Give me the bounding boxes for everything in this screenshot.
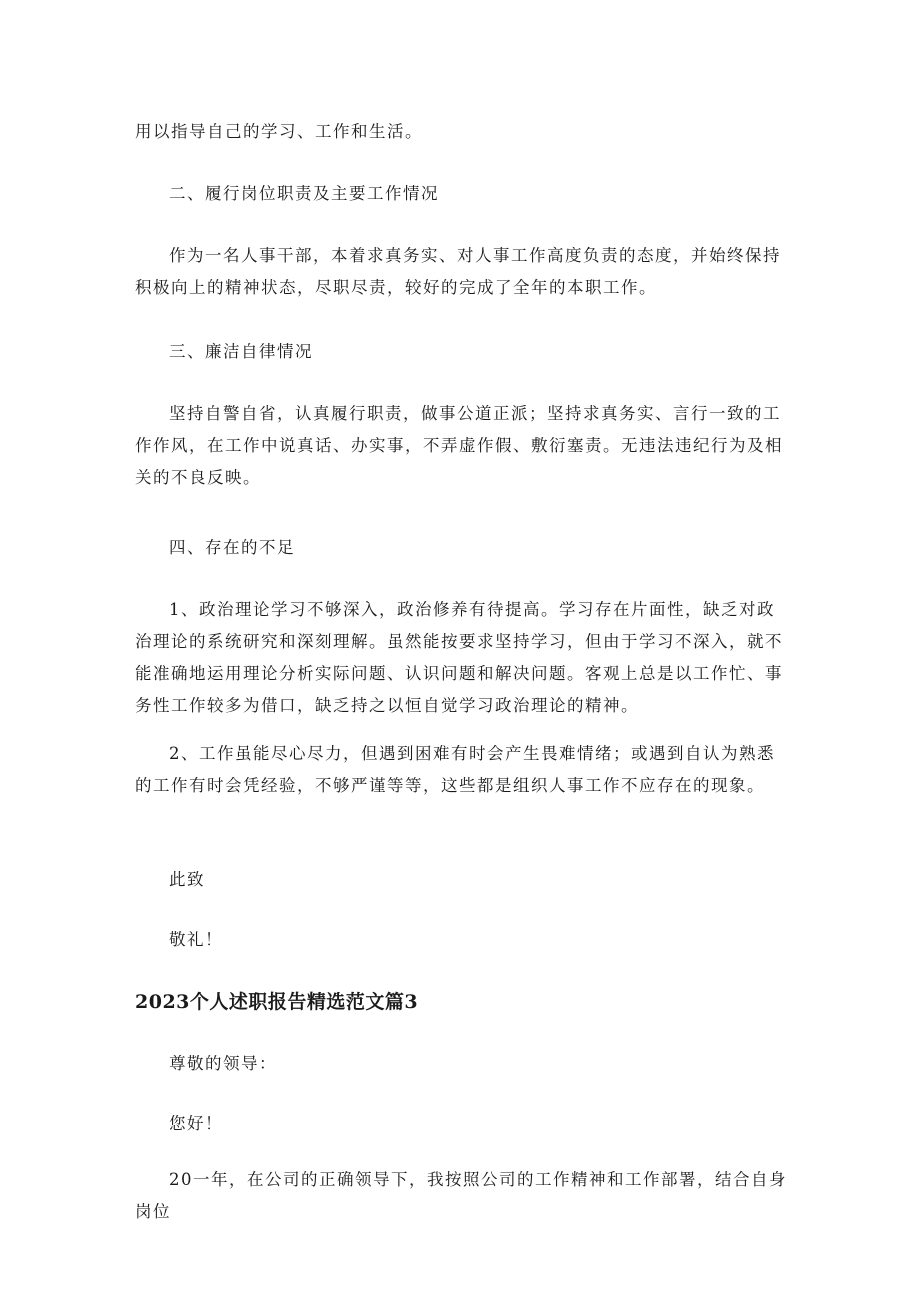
paragraph-duties: 作为一名人事干部，本着求真务实、对人事工作高度负责的态度，并始终保持积极向上的精神状态，尽职尽责，较好的完成了全年的本职工作。 bbox=[135, 246, 781, 297]
greeting-hello: 您好！ bbox=[169, 1114, 223, 1133]
paragraph-opening: 20一年，在公司的正确领导下，我按照公司的工作精神和工作部署，结合自身岗位 bbox=[135, 1170, 787, 1221]
closing-salutation: 此致 bbox=[169, 870, 205, 889]
section-heading-integrity: 三、廉洁自律情况 bbox=[169, 342, 313, 361]
paragraph-shortcoming-1: 1、政治理论学习不够深入，政治修养有待提高。学习存在片面性，缺乏对政治理论的系统研究和深刻理解。虽然能按要求坚持学习，但由于学习不深入，就不能准确地运用理论分析实际问题、认识问题和解决问题。客观上总是以工作忙、事务性工作较多为借口，缺乏持之以恒自觉学习政治理论的精神。 bbox=[135, 600, 783, 715]
paragraph-shortcoming-2: 2、工作虽能尽心尽力，但遇到困难有时会产生畏难情绪；或遇到自认为熟悉的工作有时会凭经验，不够严谨等等，这些都是组织人事工作不应存在的现象。 bbox=[135, 744, 775, 795]
greeting-recipient: 尊敬的领导： bbox=[169, 1054, 277, 1073]
section-heading-shortcomings: 四、存在的不足 bbox=[169, 538, 295, 557]
closing-regards: 敬礼！ bbox=[169, 930, 223, 949]
section-heading-duties: 二、履行岗位职责及主要工作情况 bbox=[169, 184, 439, 203]
section-title: 2023个人述职报告精选范文篇3 bbox=[135, 991, 419, 1013]
paragraph-integrity: 坚持自警自省，认真履行职责，做事公道正派；坚持求真务实、言行一致的工作作风，在工作中说真话、办实事，不弄虚作假、敷衍塞责。无违法违纪行为及相关的不良反映。 bbox=[135, 404, 783, 487]
paragraph-continuation: 用以指导自己的学习、工作和生活。 bbox=[135, 122, 423, 141]
